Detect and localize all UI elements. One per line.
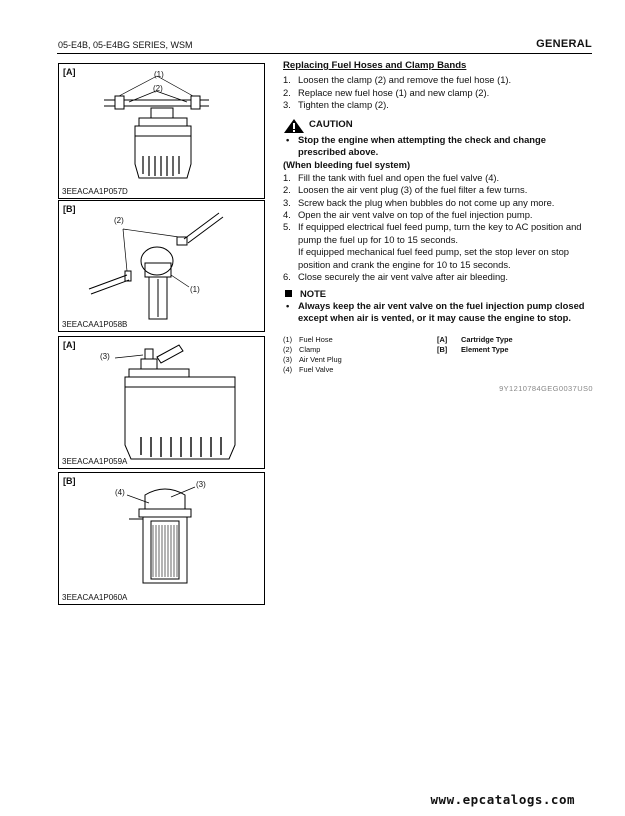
- step-text: Screw back the plug when bubbles do not come up any more.: [298, 196, 555, 208]
- step-number: 6.: [283, 271, 291, 283]
- legend-row: [437, 335, 513, 345]
- legend-key: (1): [283, 334, 293, 344]
- legend-key: (2): [283, 344, 293, 354]
- step-number: 5.: [283, 221, 291, 233]
- legend-value: Fuel Valve: [299, 364, 334, 374]
- step-number: 3.: [283, 196, 291, 208]
- figure-label: [A]: [63, 67, 76, 77]
- callout-1: (1): [154, 70, 164, 79]
- step-text: Replace new fuel hose (1) and new clamp (2).: [298, 86, 490, 98]
- step-text: If equipped mechanical fuel feed pump, set the stop lever on stop position and crank the engine for 10 to 15 seconds.: [298, 246, 570, 270]
- warning-triangle-icon: [283, 118, 305, 134]
- step-item: [283, 197, 593, 209]
- legend-parts: [283, 335, 437, 375]
- note-text: Always keep the air vent valve on the fuel injection pump closed except when air is vented, or it may cause the engine to stop.: [298, 299, 585, 324]
- caution-heading: [283, 118, 593, 134]
- step-item: [283, 209, 593, 221]
- legend-key: (4): [283, 364, 293, 374]
- bleeding-heading: (When bleeding fuel system): [283, 159, 411, 171]
- element-filter-vent-drawing: [59, 473, 264, 604]
- figure-label: [A]: [63, 340, 76, 350]
- figure-label: [B]: [63, 204, 76, 214]
- step-item: [283, 99, 593, 111]
- step-item: [283, 184, 593, 196]
- figure-cartridge-hoses: [58, 63, 265, 199]
- legend-types: [437, 335, 513, 375]
- note-label: NOTE: [300, 287, 327, 299]
- step-item: [283, 246, 593, 271]
- legend-row: [283, 335, 437, 345]
- figure-cartridge-vent: [58, 336, 265, 469]
- document-id: 9Y1210784GEG0037US0: [499, 383, 593, 393]
- step-item: [283, 74, 593, 86]
- note-square-icon: [285, 290, 292, 297]
- header-rule: [57, 53, 592, 54]
- legend-value: Clamp: [299, 344, 321, 354]
- step-text: Loosen the air vent plug (3) of the fuel filter a few turns.: [298, 184, 528, 196]
- legend-value: Air Vent Plug: [299, 354, 342, 364]
- caution-label: CAUTION: [309, 119, 353, 131]
- step-item: [283, 172, 593, 184]
- callout-3: (3): [196, 480, 206, 489]
- step-text: Fill the tank with fuel and open the fuel valve (4).: [298, 171, 500, 183]
- step-text: If equipped electrical fuel feed pump, turn the key to AC position and pump the fuel up for 10 to 15 seconds.: [298, 221, 582, 245]
- step-number: [283, 246, 298, 271]
- callout-1: (1): [190, 285, 200, 294]
- figure-element-vent: [58, 472, 265, 605]
- step-text: Loosen the clamp (2) and remove the fuel hose (1).: [298, 74, 512, 86]
- figure-code: 3EEACAA1P057D: [62, 187, 128, 196]
- caution-text: Stop the engine when attempting the check and change prescribed above.: [298, 133, 546, 158]
- figure-element-hoses: [58, 200, 265, 332]
- legend-value: Cartridge Type: [461, 334, 513, 344]
- caution-bullet: • Stop the engine when attempting the check and change prescribed above.: [283, 134, 593, 159]
- callout-2: (2): [114, 216, 124, 225]
- footer-watermark: www.epcatalogs.com: [430, 792, 575, 807]
- step-text: Open the air vent valve on top of the fuel injection pump.: [298, 209, 533, 221]
- legend-key: [A]: [437, 334, 448, 344]
- legend-key: [B]: [437, 344, 448, 354]
- legend-value: Element Type: [461, 344, 509, 354]
- step-number: 1.: [283, 171, 291, 183]
- step-number: 2.: [283, 86, 291, 98]
- legend-key: (3): [283, 354, 293, 364]
- figure-code: 3EEACAA1P059A: [62, 457, 128, 466]
- figure-code: 3EEACAA1P060A: [62, 593, 128, 602]
- callout-2: (2): [153, 84, 163, 93]
- element-filter-hose-drawing: [59, 201, 264, 331]
- step-text: Close securely the air vent valve after air bleeding.: [298, 271, 509, 283]
- legend-row: [283, 365, 437, 375]
- step-number: 1.: [283, 74, 291, 86]
- figure-code: 3EEACAA1P058B: [62, 320, 128, 329]
- step-item: [283, 87, 593, 99]
- figure-label: [B]: [63, 476, 76, 486]
- legend-row: [437, 345, 513, 355]
- step-item: [283, 221, 593, 246]
- legend-row: [283, 355, 437, 365]
- section-title: Replacing Fuel Hoses and Clamp Bands: [283, 60, 467, 71]
- legend-row: [283, 345, 437, 355]
- header-section: GENERAL: [536, 38, 592, 50]
- step-number: 4.: [283, 209, 291, 221]
- note-bullet: • Always keep the air vent valve on the fuel injection pump closed except when air is vented, or it may cause the engine to stop.: [283, 300, 593, 325]
- cartridge-filter-vent-drawing: [59, 337, 264, 468]
- legend-value: Fuel Hose: [299, 334, 333, 344]
- procedure-text: [283, 60, 593, 395]
- note-heading: [283, 288, 593, 300]
- legend: [283, 335, 593, 375]
- step-number: 3.: [283, 99, 291, 111]
- header-series: 05-E4B, 05-E4BG SERIES, WSM: [58, 40, 193, 50]
- callout-4: (4): [115, 488, 125, 497]
- step-item: [283, 271, 593, 283]
- step-text: Tighten the clamp (2).: [298, 99, 389, 111]
- step-number: 2.: [283, 184, 291, 196]
- callout-3: (3): [100, 352, 110, 361]
